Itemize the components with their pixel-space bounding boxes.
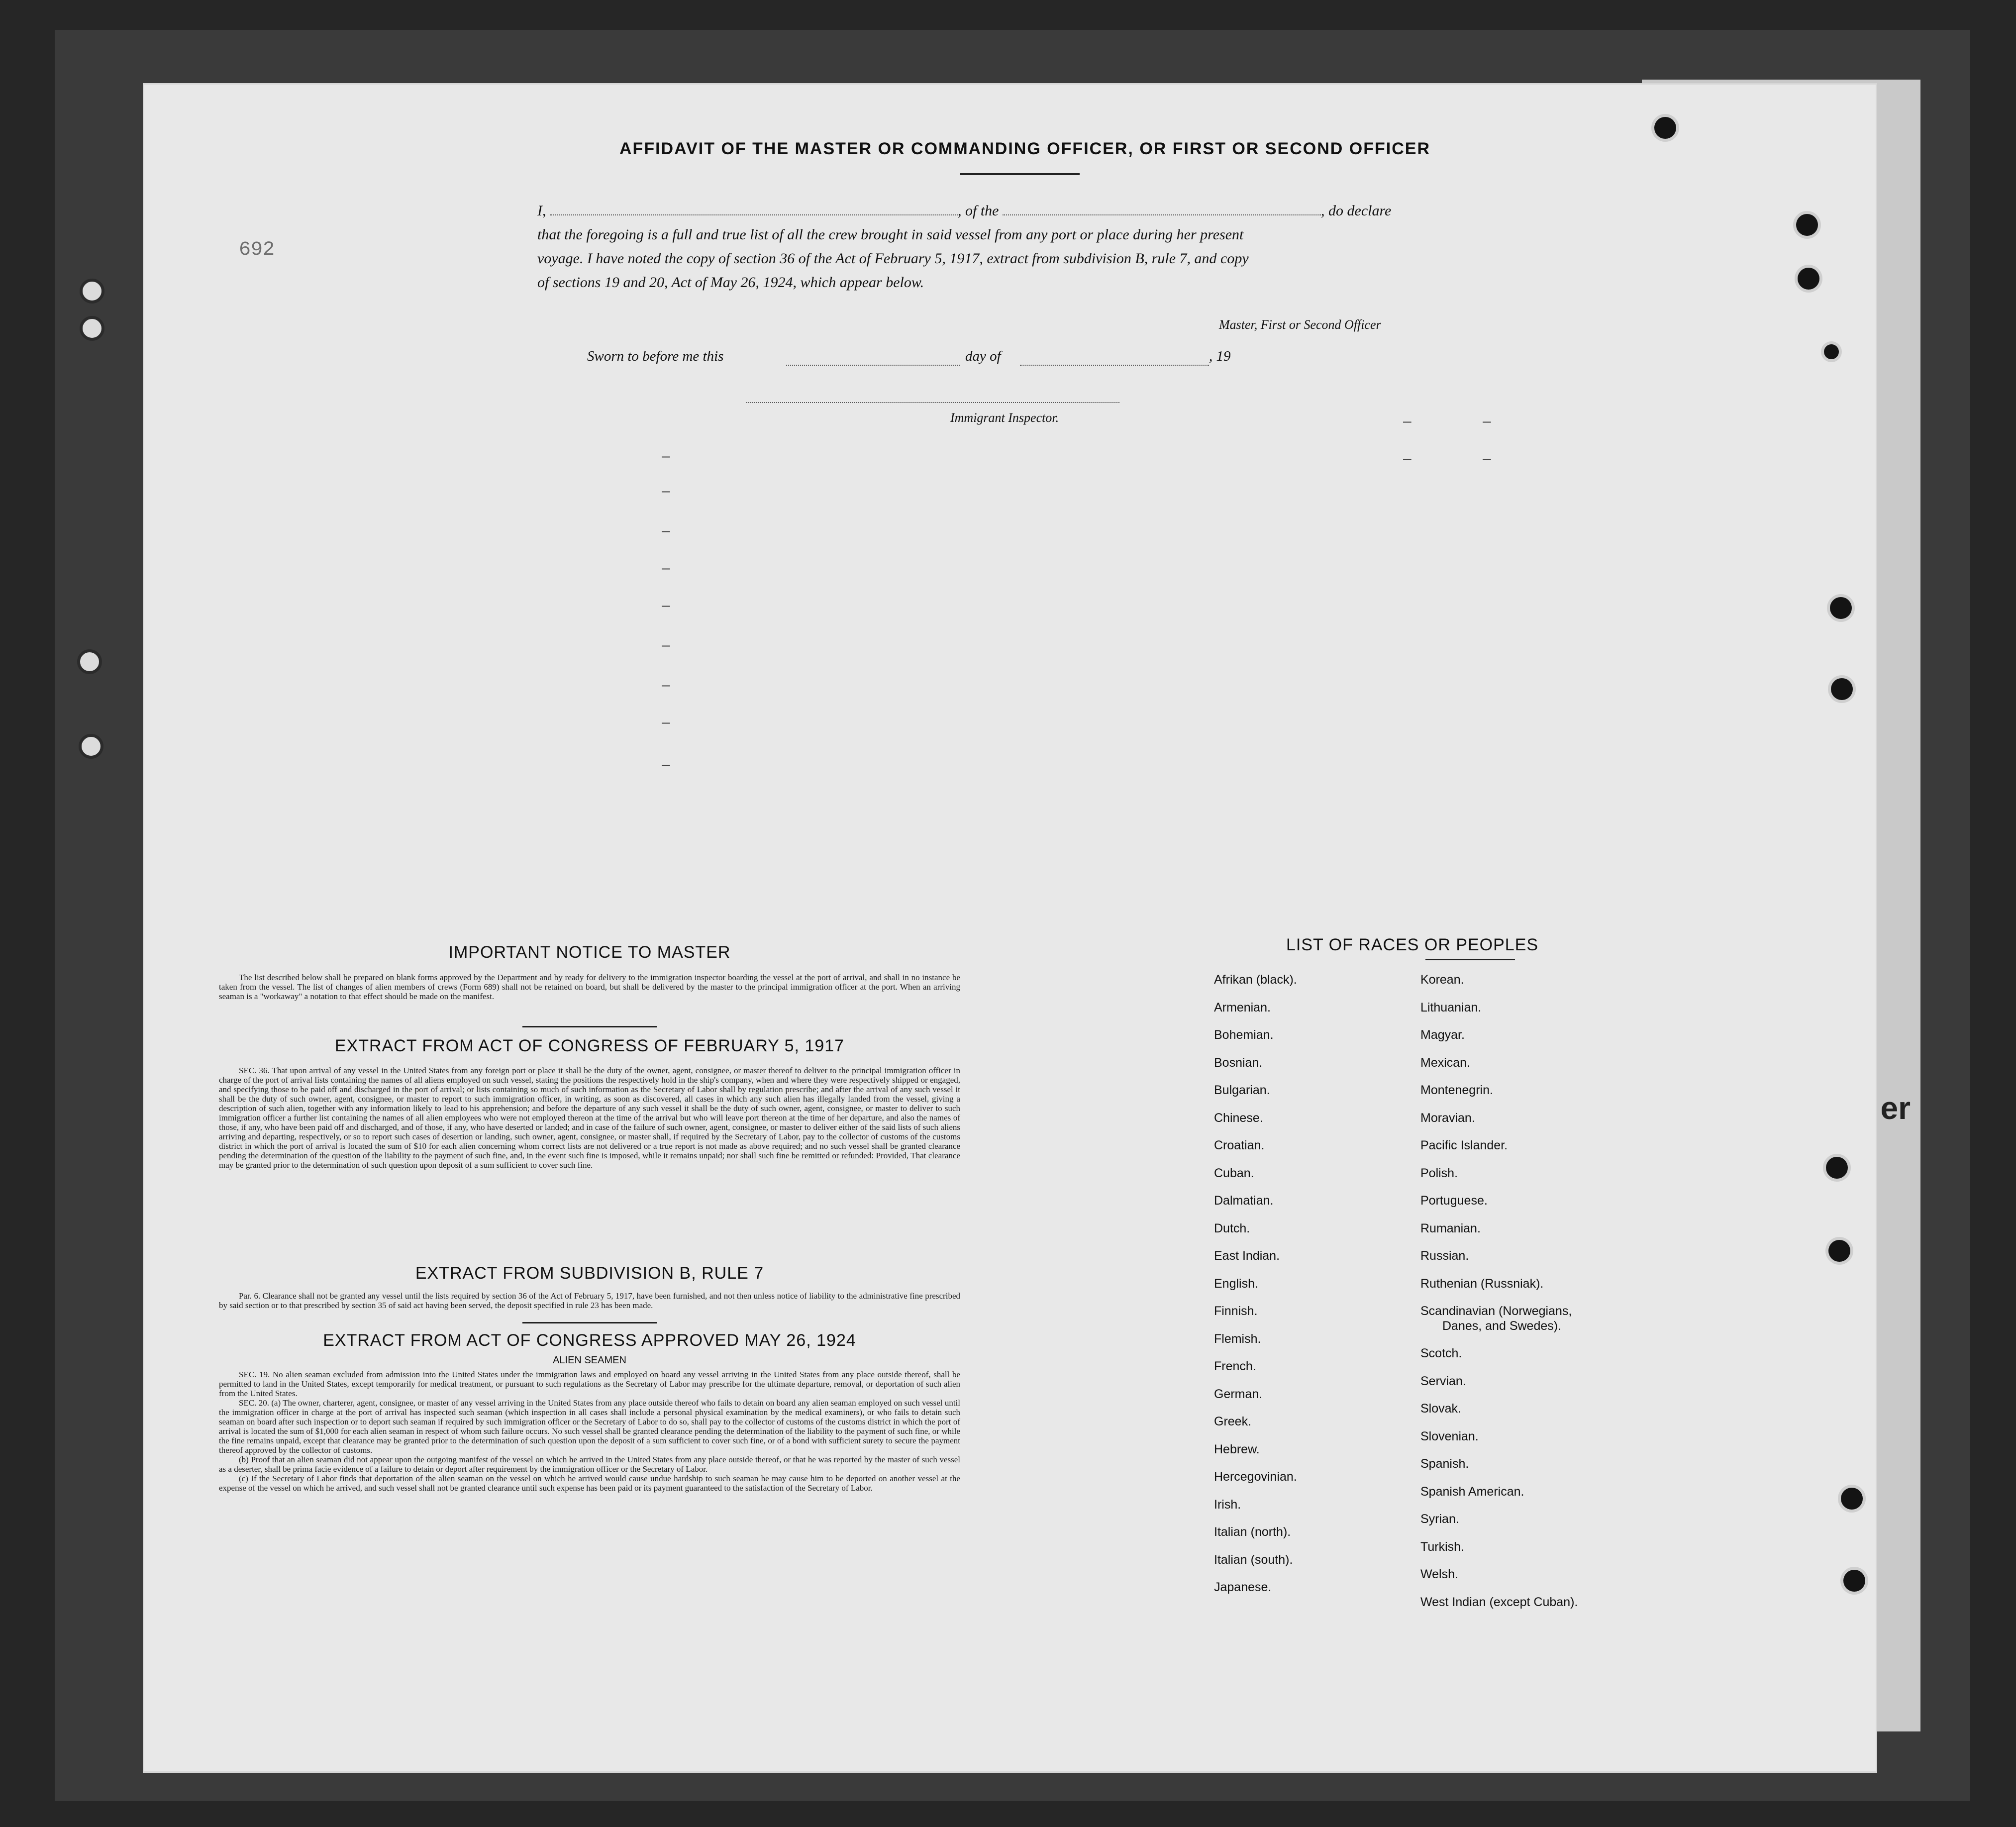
race-item: Syrian. xyxy=(1420,1512,1459,1526)
race-item: Croatian. xyxy=(1214,1138,1265,1152)
races-title: LIST OF RACES OR PEOPLES xyxy=(1286,935,1539,954)
race-item: Dalmatian. xyxy=(1214,1194,1274,1208)
race-item: Cuban. xyxy=(1214,1166,1254,1180)
extract-rule7-title: EXTRACT FROM SUBDIVISION B, RULE 7 xyxy=(415,1264,764,1283)
bleed-mark: – xyxy=(662,756,670,773)
race-item: Dutch. xyxy=(1214,1221,1250,1235)
races-column-1 xyxy=(1214,966,1297,1602)
sec20c-paragraph: (c) If the Secretary of Labor finds that deportation of the alien seaman on the vessel on which he arrived would cause undue hardship to such seaman he may cause him to be deported on another vessel at the expense of the vessel on which he arrived, and such vessel shall not be granted clearance until such expense has been paid or its payment guaranteed to the satisfaction of the Secretary of Labor. xyxy=(219,1474,960,1493)
alien-seamen-subtitle: ALIEN SEAMEN xyxy=(553,1355,626,1366)
affidavit-line-3: voyage. I have noted the copy of section 36 of the Act of February 5, 1917, extract from subdivision B, rule 7, and copy xyxy=(537,250,1249,267)
race-item: Spanish American. xyxy=(1420,1484,1524,1499)
inspector-label: Immigrant Inspector. xyxy=(950,410,1059,425)
affidavit-line-1 xyxy=(537,199,1652,223)
race-item: Pacific Islander. xyxy=(1420,1138,1508,1152)
bleed-mark: – xyxy=(662,448,670,464)
affidavit-line-2: that the foregoing is a full and true list of all the crew brought in said vessel from any port or place during her present xyxy=(537,226,1244,243)
extract-1924-body xyxy=(219,1370,960,1493)
sworn-prefix: Sworn to before me this xyxy=(587,348,724,364)
section-rule xyxy=(522,1322,657,1323)
bleed-mark: – xyxy=(662,677,670,693)
master-signature-label: Master, First or Second Officer xyxy=(1219,317,1381,332)
race-item: Servian. xyxy=(1420,1374,1466,1388)
race-item: Scotch. xyxy=(1420,1346,1462,1360)
punch-hole xyxy=(1843,1570,1865,1592)
edge-text: er xyxy=(1880,1090,1911,1126)
bleed-mark: – xyxy=(1403,413,1411,429)
punch-hole xyxy=(1830,597,1852,619)
punch-hole xyxy=(1798,268,1819,290)
punch-hole xyxy=(1824,344,1839,359)
race-item: Hebrew. xyxy=(1214,1442,1260,1456)
margin-number: 692 xyxy=(239,239,275,261)
bleed-mark: – xyxy=(662,597,670,613)
day-blank xyxy=(786,365,960,366)
sec20b-paragraph: (b) Proof that an alien seaman did not appear upon the outgoing manifest of the vessel on which he arrived in the United States from any place outside thereof, or that he was reported by the master of such vessel as a deserter, shall be prima facie evidence of a failure to detain or deport after requirement by the immigration officer or the Secretary of Labor. xyxy=(219,1455,960,1474)
punch-hole xyxy=(1841,1488,1863,1510)
bleed-mark: – xyxy=(662,483,670,499)
sec20a-paragraph: SEC. 20. (a) The owner, charterer, agent, consignee, or master of any vessel arriving in the United States from any place outside thereof who fails to detain on board any alien seaman employed on such vessel until the immigration officer in charge at the port of arrival has inspected such seaman (which inspection in all cases shall include a personal physical examination by the medical examiners), or who fails to detain such seaman on board after such inspection or to deport such seaman if required by such immigration officer or the Secretary of Labor to do so, shall pay to the collector of customs of the customs district in which the port of arrival is located the sum of $1,000 for each alien seaman in respect of whom such failure occurs. No such vessel shall be granted clearance pending the determination of the liability to the payment of such fine, or while the fine remains unpaid, except that clearance may be granted prior to the determination of such question upon the deposit of a sum sufficient to cover such fine, or of a bond with sufficient surety to secure the payment thereof approved by the collector of customs. xyxy=(219,1398,960,1455)
sec36-paragraph: SEC. 36. That upon arrival of any vessel in the United States from any foreign port or place it shall be the duty of the owner, agent, consignee, or master thereof to deliver to the principal immigration officer in charge of the port of arrival lists containing the names of all aliens employed on such vessel, stating the positions the respectively hold in the ship's company, when and where they were respectively shipped or engaged, and specifying those to be paid off and discharged in the port of arrival; or lists containing so much of such information as the Secretary of Labor shall by regulation prescribe; and after the arrival of any such vessel it shall be the duty of such owner, agent, consignee, or master to report to such immigration officer, in writing, as soon as discovered, all cases in which any such alien has illegally landed from the vessel, giving a description of such alien, together with any information likely to lead to his apprehension; and before the departure of any such vessel it shall be the duty of such owner, agent, consignee, or master to deliver to such immigration officer a further list containing the names of all alien employees who were not employed thereon at the time of the arrival but who will leave port thereon at the time of her departure, and also the names of those, if any, who have been paid off and discharged, and of those, if any, who have deserted or landed; and in case of the failure of such owner, agent, consignee, or master to deliver either of the said lists of such aliens arriving and departing, respectively, or so to report such cases of desertion or landing, such owner, agent, consignee, or master shall, if required by the Secretary of Labor, pay to the collector of customs of the customs district in which the port of arrival is located the sum of $10 for each alien concerning whom correct lists are not delivered or a true report is not made as above required; and no such vessel shall be granted clearance pending the determination of the question of the liability to the payment of such fine, and, in the event such fine is imposed, while it remains unpaid; nor shall such fine be remitted or refunded: Provided, That clearance may be granted prior to the determination of such question upon deposit of a sum sufficient to cover such fine. xyxy=(219,1066,960,1170)
race-item: Danes, and Swedes). xyxy=(1442,1319,1562,1333)
bleed-mark: – xyxy=(1483,450,1491,467)
binder-hole xyxy=(79,734,103,759)
race-item: French. xyxy=(1214,1359,1256,1373)
bleed-mark: – xyxy=(662,637,670,653)
race-item: Ruthenian (Russniak). xyxy=(1420,1276,1544,1291)
affidavit-title: AFFIDAVIT OF THE MASTER OR COMMANDING OFFICER, OR FIRST OR SECOND OFFICER xyxy=(619,139,1430,158)
extract-1917-title: EXTRACT FROM ACT OF CONGRESS OF FEBRUARY 5, 1917 xyxy=(334,1036,845,1055)
race-item: Japanese. xyxy=(1214,1580,1272,1594)
race-item: Spanish. xyxy=(1420,1457,1469,1471)
race-item: Slovenian. xyxy=(1420,1429,1479,1443)
inspector-signature-line xyxy=(746,402,1119,403)
month-blank xyxy=(1020,365,1209,366)
race-item: West Indian (except Cuban). xyxy=(1420,1595,1578,1609)
race-item: Mexican. xyxy=(1420,1055,1471,1070)
bleed-mark: – xyxy=(662,522,670,539)
race-item: Greek. xyxy=(1214,1415,1252,1428)
race-item: Bohemian. xyxy=(1214,1028,1274,1042)
notice-paragraph: The list described below shall be prepared on blank forms approved by the Department and by ready for delivery to the immigration inspector boarding the vessel at the port of arrival, and shall in no instance be taken from the vessel. The list of changes of alien members of crews (Form 689) shall not be retained on board, but shall be delivered by the master to the principal immigration officer at the port. When an arriving seaman is a "workaway" a notation to that effect should be made on the manifest. xyxy=(219,973,960,1001)
race-item: Korean. xyxy=(1420,973,1464,987)
day-of-label: day of xyxy=(965,348,1001,364)
races-column-2 xyxy=(1420,966,1578,1616)
race-item: Slovak. xyxy=(1420,1402,1461,1416)
section-rule xyxy=(1425,959,1515,960)
race-item: Lithuanian. xyxy=(1420,1000,1482,1015)
race-item: Italian (north). xyxy=(1214,1525,1291,1539)
race-item: Turkish. xyxy=(1420,1539,1464,1554)
punch-hole xyxy=(1654,117,1676,139)
section-rule xyxy=(522,1026,657,1027)
race-item: East Indian. xyxy=(1214,1249,1280,1263)
race-item: German. xyxy=(1214,1387,1263,1401)
bleed-mark: – xyxy=(1483,413,1491,429)
punch-hole xyxy=(1831,678,1853,700)
race-item: Scandinavian (Norwegians, xyxy=(1420,1304,1572,1318)
affidavit-i: I, xyxy=(537,203,546,219)
race-item: Finnish. xyxy=(1214,1304,1258,1318)
form-page xyxy=(144,85,1876,1771)
notice-title: IMPORTANT NOTICE TO MASTER xyxy=(448,943,731,962)
race-item: Welsh. xyxy=(1420,1567,1458,1581)
binder-hole xyxy=(77,649,102,674)
race-item: Afrikan (black). xyxy=(1214,973,1297,987)
do-declare-label: , do declare xyxy=(1321,203,1392,219)
race-item: Magyar. xyxy=(1420,1028,1465,1042)
bleed-mark: – xyxy=(1403,450,1411,467)
race-item: Portuguese. xyxy=(1420,1194,1488,1208)
race-item: English. xyxy=(1214,1276,1258,1291)
race-item: Montenegrin. xyxy=(1420,1083,1493,1097)
bleed-mark: – xyxy=(662,560,670,576)
race-item: Rumanian. xyxy=(1420,1221,1481,1235)
extract-1924-title: EXTRACT FROM ACT OF CONGRESS APPROVED MAY 26, 1924 xyxy=(323,1331,856,1350)
race-item: Chinese. xyxy=(1214,1111,1263,1125)
par6-paragraph: Par. 6. Clearance shall not be granted any vessel until the lists required by section 36 of the Act of February 5, 1917, have been furnished, and not then unless notice of liability to the administrative fine prescribed by said section or to that prescribed by section 35 of said act having been served, the deposit specified in rule 23 has been made. xyxy=(219,1291,960,1310)
race-item: Flemish. xyxy=(1214,1331,1261,1346)
sec19-paragraph: SEC. 19. No alien seaman excluded from admission into the United States under the immigration laws and employed on board any vessel arriving in the United States from any place outside thereof, shall be permitted to land in the United States, except temporarily for medical treatment, or pursuant to such regulations as the Secretary of Labor may prescribe for the ultimate departure, removal, or deportation of such alien from the United States. xyxy=(219,1370,960,1398)
race-item: Bulgarian. xyxy=(1214,1083,1270,1097)
vessel-blank xyxy=(1003,200,1321,215)
name-blank xyxy=(550,200,958,215)
race-item: Armenian. xyxy=(1214,1000,1271,1015)
race-item: Polish. xyxy=(1420,1166,1458,1180)
punch-hole xyxy=(1796,214,1818,236)
race-item: Moravian. xyxy=(1420,1111,1475,1125)
notice-body xyxy=(219,973,960,1001)
extract-1917-body xyxy=(219,1066,960,1170)
affidavit-text xyxy=(537,199,1652,295)
affidavit-line-4: of sections 19 and 20, Act of May 26, 1924, which appear below. xyxy=(537,274,924,291)
race-item: Italian (south). xyxy=(1214,1552,1293,1567)
race-item: Bosnian. xyxy=(1214,1055,1263,1070)
punch-hole xyxy=(1828,1240,1850,1262)
race-item: Russian. xyxy=(1420,1249,1469,1263)
title-rule xyxy=(960,173,1080,175)
binder-hole xyxy=(80,316,104,341)
of-the-label: , of the xyxy=(958,203,999,219)
bleed-mark: – xyxy=(662,714,670,730)
race-item: Hercegovinian. xyxy=(1214,1470,1297,1484)
extract-rule7-body xyxy=(219,1291,960,1310)
race-item: Irish. xyxy=(1214,1497,1241,1512)
year-label: , 19 xyxy=(1209,348,1231,364)
punch-hole xyxy=(1826,1157,1848,1179)
binder-hole xyxy=(80,279,104,304)
